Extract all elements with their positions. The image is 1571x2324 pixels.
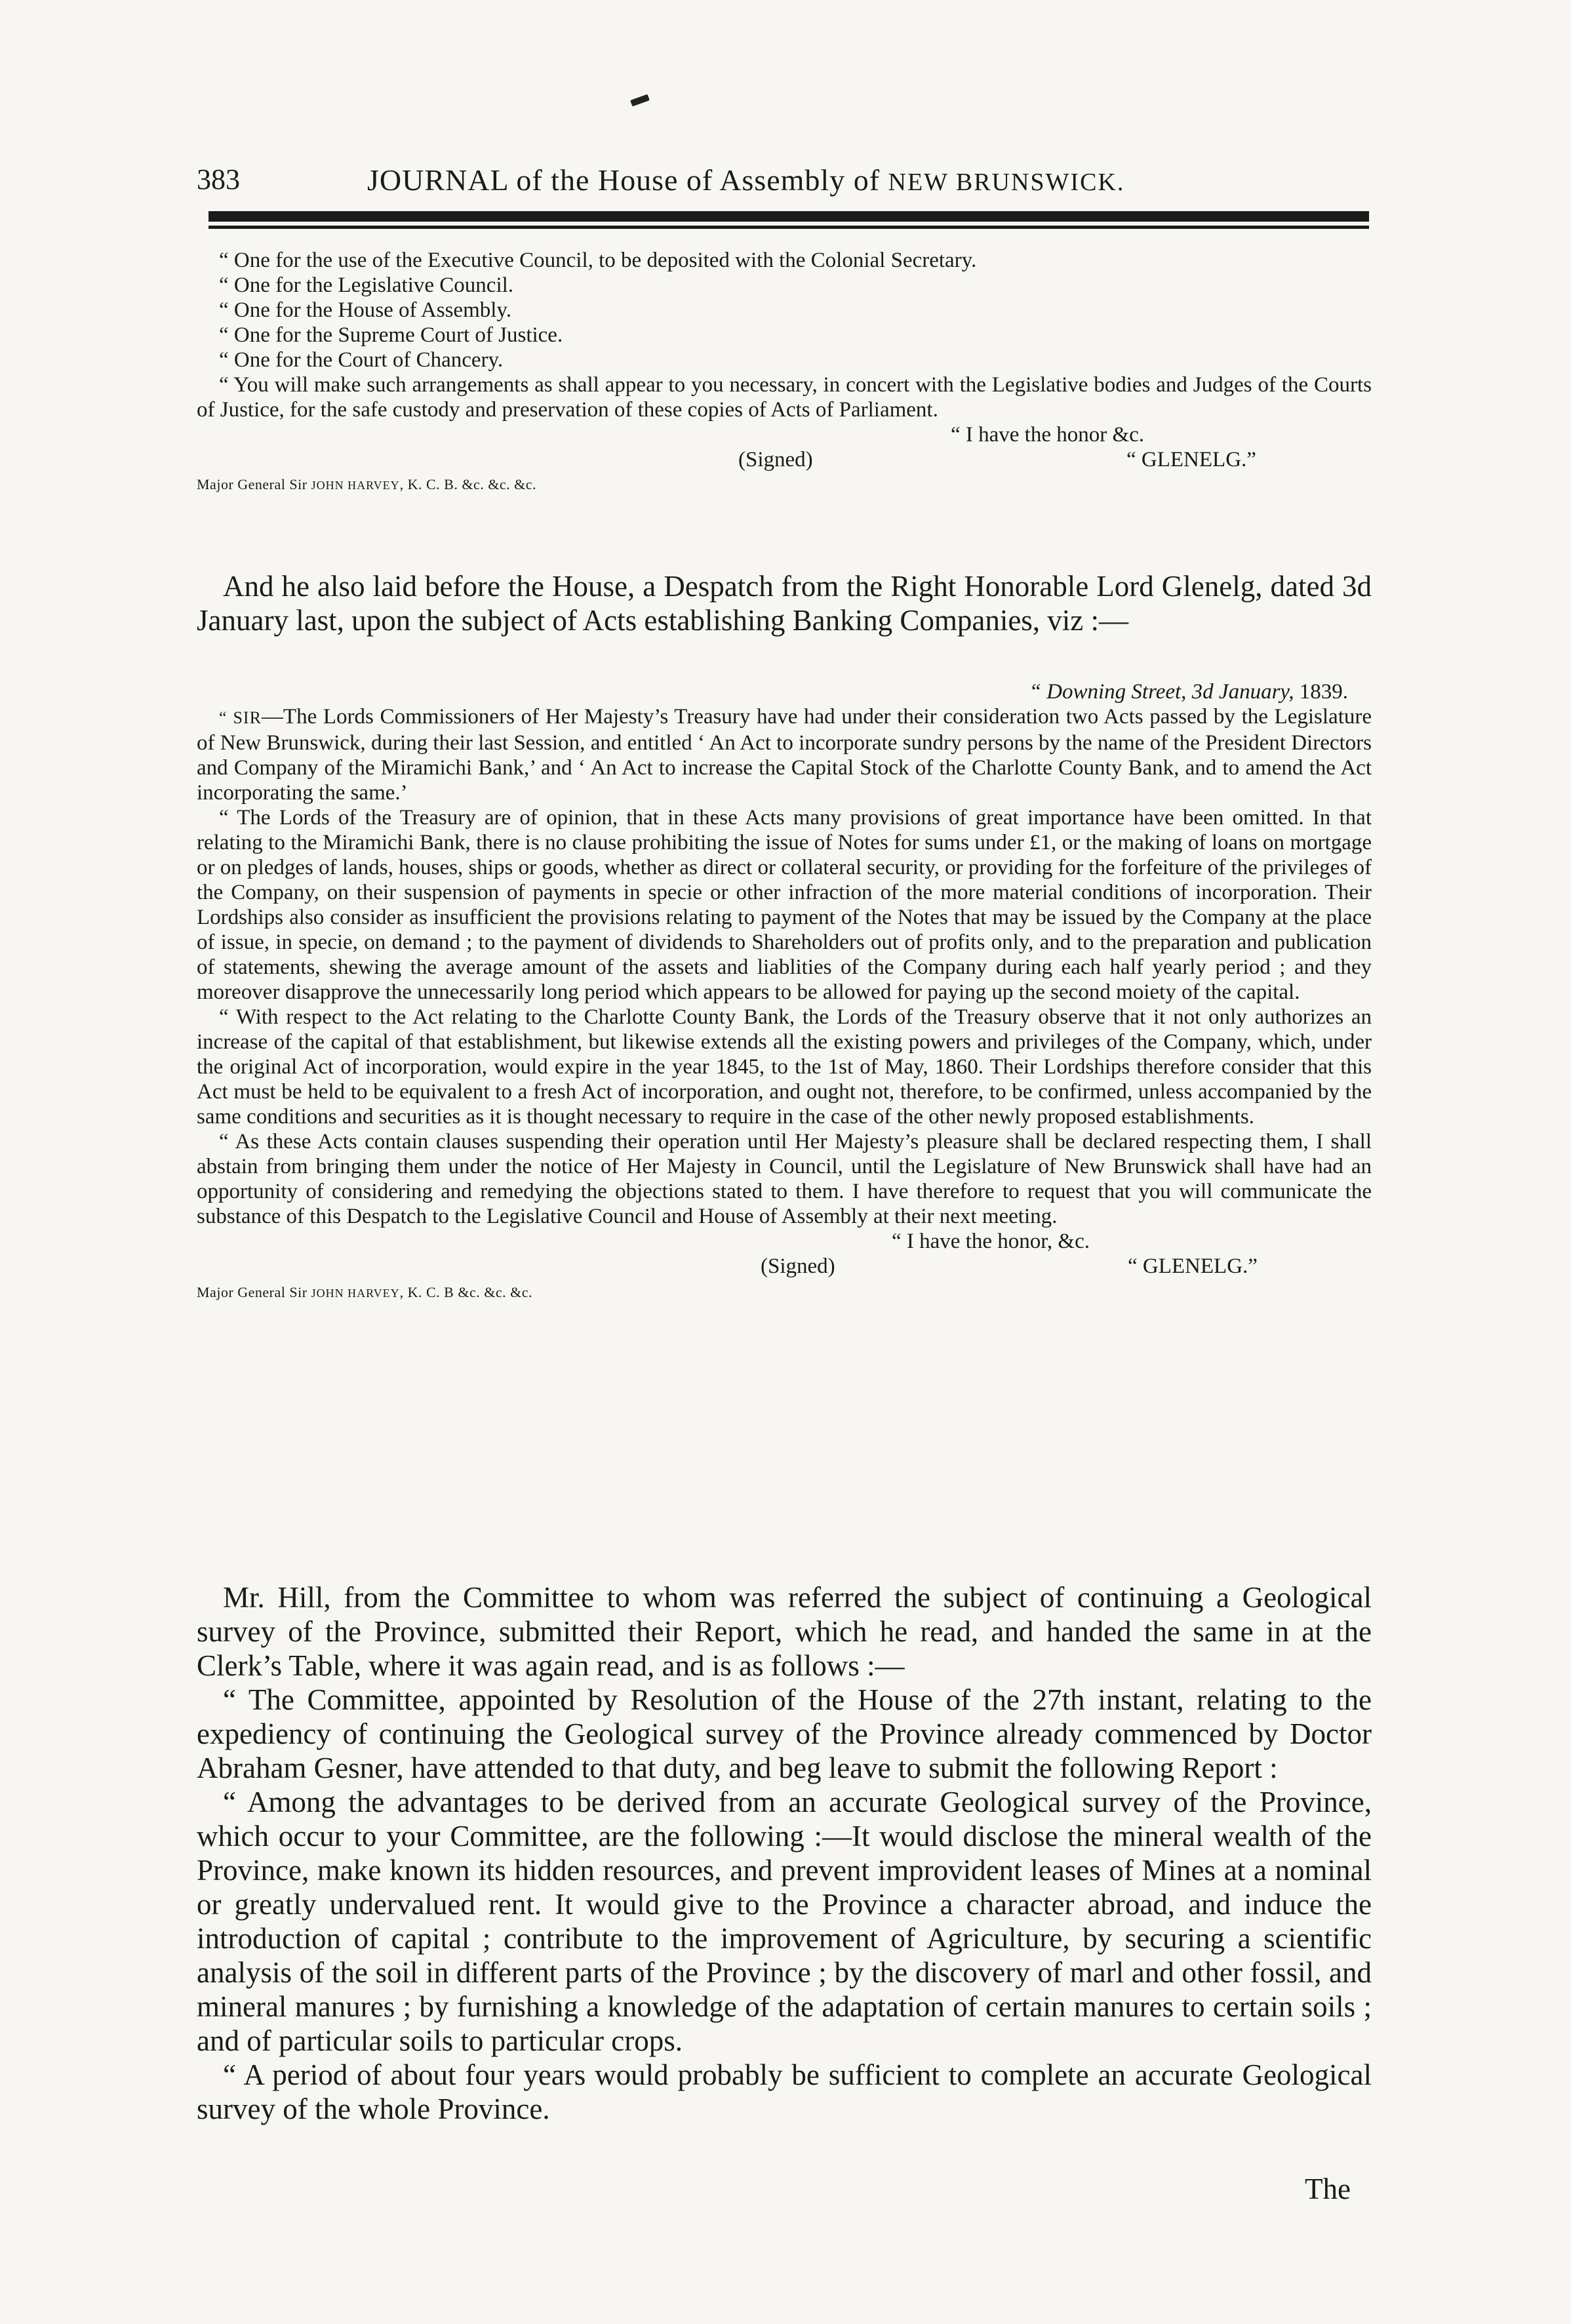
despatch-paragraph: “ The Lords of the Treasury are of opinion, that in these Acts many provisions of great importance have been omitted. In that relating to the Miramichi Bank, there is no clause prohibiting the issue of Notes for sums under £1, or the making of loans on mortgage or on pledges of lands, houses, ships or goods, whether as direct or collateral security, or providing for the forfeiture of the privileges of the Company, on their suspension of payments in specie or other infraction of the more material conditions of incorporation. Their Lordships also consider as insufficient the provisions relating to payment of the Notes that may be issued by the Company at the place of issue, in specie, on demand ; to the payment of dividends to Shareholders out of profits only, and to the preparation and publication of statements, shewing the average amount of the assets and liablities of the Company during each half yearly period ; and they moreover disapprove the unnecessarily long period which appears to be allowed for paying up the second moiety of the capital. (197, 806, 1372, 1004)
page-number: 383 (197, 163, 240, 195)
report-paragraph: “ Among the advantages to be derived from an accurate Geological survey of the Province, which occur to your Committee, are the following :—It would disclose the mineral wealth of the Province, make known its hidden resources, and prevent improvident leases of Mines at a nominal or greatly undervalued rent. It would give to the Province a character abroad, and induce the introduction of capital ; contribute to the improvement of Agriculture, by securing a scientific analysis of the soil in different parts of the Province ; by the discovery of marl and other fossil, and mineral manures ; by furnishing a knowledge of the adaptation of certain manures to certain soils ; and of particular soils to particular crops. (197, 1786, 1372, 2057)
despatch-paragraph: “ As these Acts contain clauses suspending their operation until Her Majesty’s pleasure shall be declared respecting them, I shall abstain from bringing them under the notice of Her Majesty in Council, until the Legislature of New Brunswick shall have had an opportunity of considering and remedying the objections stated to them. I have therefore to request that you will communicate the substance of this Despatch to the Legislative Council and House of Assembly at their next meeting. (197, 1130, 1372, 1228)
report-paragraph: “ The Committee, appointed by Resolution of the House of the 27th instant, relating to the expediency of continuing the Geological survey of the Province already commenced by Doctor Abraham Gesner, have attended to that duty, and beg leave to submit the following Report : (197, 1683, 1372, 1784)
list-item: “ One for the use of the Executive Council, to be deposited with the Colonial Secretary. (219, 249, 977, 272)
despatch-paragraph: “ With respect to the Act relating to the Charlotte County Bank, the Lords of the Treasury observe that it not only authorizes an increase of the capital of that establishment, but likewise extends all the existing powers and privileges of the Company, which, under the original Act of incorporation, would expire in the year 1845, to the 1st of May, 1860. Their Lordships therefore consider that this Act must be held to be equivalent to a fresh Act of incorporation, and ought not, therefore, to be confirmed, unless accompanied by the same conditions and securities as it is thought necessary to require in the case of the other newly proposed establishments. (197, 1005, 1372, 1129)
addressee: Major General Sir JOHN HARVEY, K. C. B &c. &c. &c. (197, 1284, 532, 1300)
intro-paragraph: And he also laid before the House, a Despatch from the Right Honorable Lord Glenelg, dated 3d January last, upon the subject of Acts establishing Banking Companies, viz :— (197, 570, 1372, 637)
header-rule-thick (209, 211, 1369, 222)
signed-label: (Signed) (738, 448, 813, 471)
list-item: “ One for the Supreme Court of Justice. (219, 323, 563, 347)
signature: “ GLENELG.” (1128, 1254, 1258, 1278)
honor-line: “ I have the honor &c. (951, 423, 1145, 447)
intro-section (197, 569, 1372, 637)
signature: “ GLENELG.” (1126, 448, 1256, 471)
report-paragraph: Mr. Hill, from the Committee to whom was referred the subject of continuing a Geological survey of the Province, submitted their Report, which he read, and handed the same in at the Clerk’s Table, where it was again read, and is as follows :— (197, 1581, 1372, 1682)
running-header (0, 163, 1571, 202)
geological-report (197, 1580, 1372, 2126)
report-paragraph: “ A period of about four years would probably be sufficient to complete an accurate Geological survey of the whole Province. (197, 2058, 1372, 2125)
running-title-province: NEW BRUNSWICK. (888, 169, 1125, 196)
signed-label: (Signed) (761, 1254, 835, 1278)
arrangements-paragraph: “ You will make such arrangements as shall appear to you necessary, in concert with the Legislative bodies and Judges of the Courts of Justice, for the safe custody and preservation of these copies of Acts of Parliament. (197, 373, 1372, 422)
banking-despatch (197, 679, 1372, 1304)
signature-row (197, 447, 1372, 473)
catchword: The (1305, 2173, 1351, 2205)
despatch-copies (197, 248, 1372, 496)
header-rule-thin (209, 226, 1369, 229)
signature-row (197, 1254, 1372, 1281)
honor-line: “ I have the honor, &c. (892, 1230, 1090, 1253)
ink-mark (630, 94, 650, 107)
running-title-journal: JOURNAL of the House of Assembly of (367, 163, 888, 197)
despatch-paragraph: “ SIR—The Lords Commissioners of Her Majesty’s Treasury have had under their consideration two Acts passed by the Legislature of New Brunswick, during their last Session, and entitled ‘ An Act to incorporate sundry persons by the name of the President Directors and Company of the Miramichi Bank,’ and ‘ An Act to increase the Capital Stock of the Charlotte County Bank, and to amend the Act incorporating the same.’ (197, 705, 1372, 805)
list-item: “ One for the Legislative Council. (219, 273, 514, 297)
dateline: “ Downing Street, 3d January, 1839. (1029, 680, 1348, 704)
addressee: Major General Sir JOHN HARVEY, K. C. B. &c. &c. &c. (197, 476, 536, 492)
list-item: “ One for the House of Assembly. (219, 298, 512, 322)
list-item: “ One for the Court of Chancery. (219, 348, 504, 372)
running-title (367, 163, 1124, 197)
